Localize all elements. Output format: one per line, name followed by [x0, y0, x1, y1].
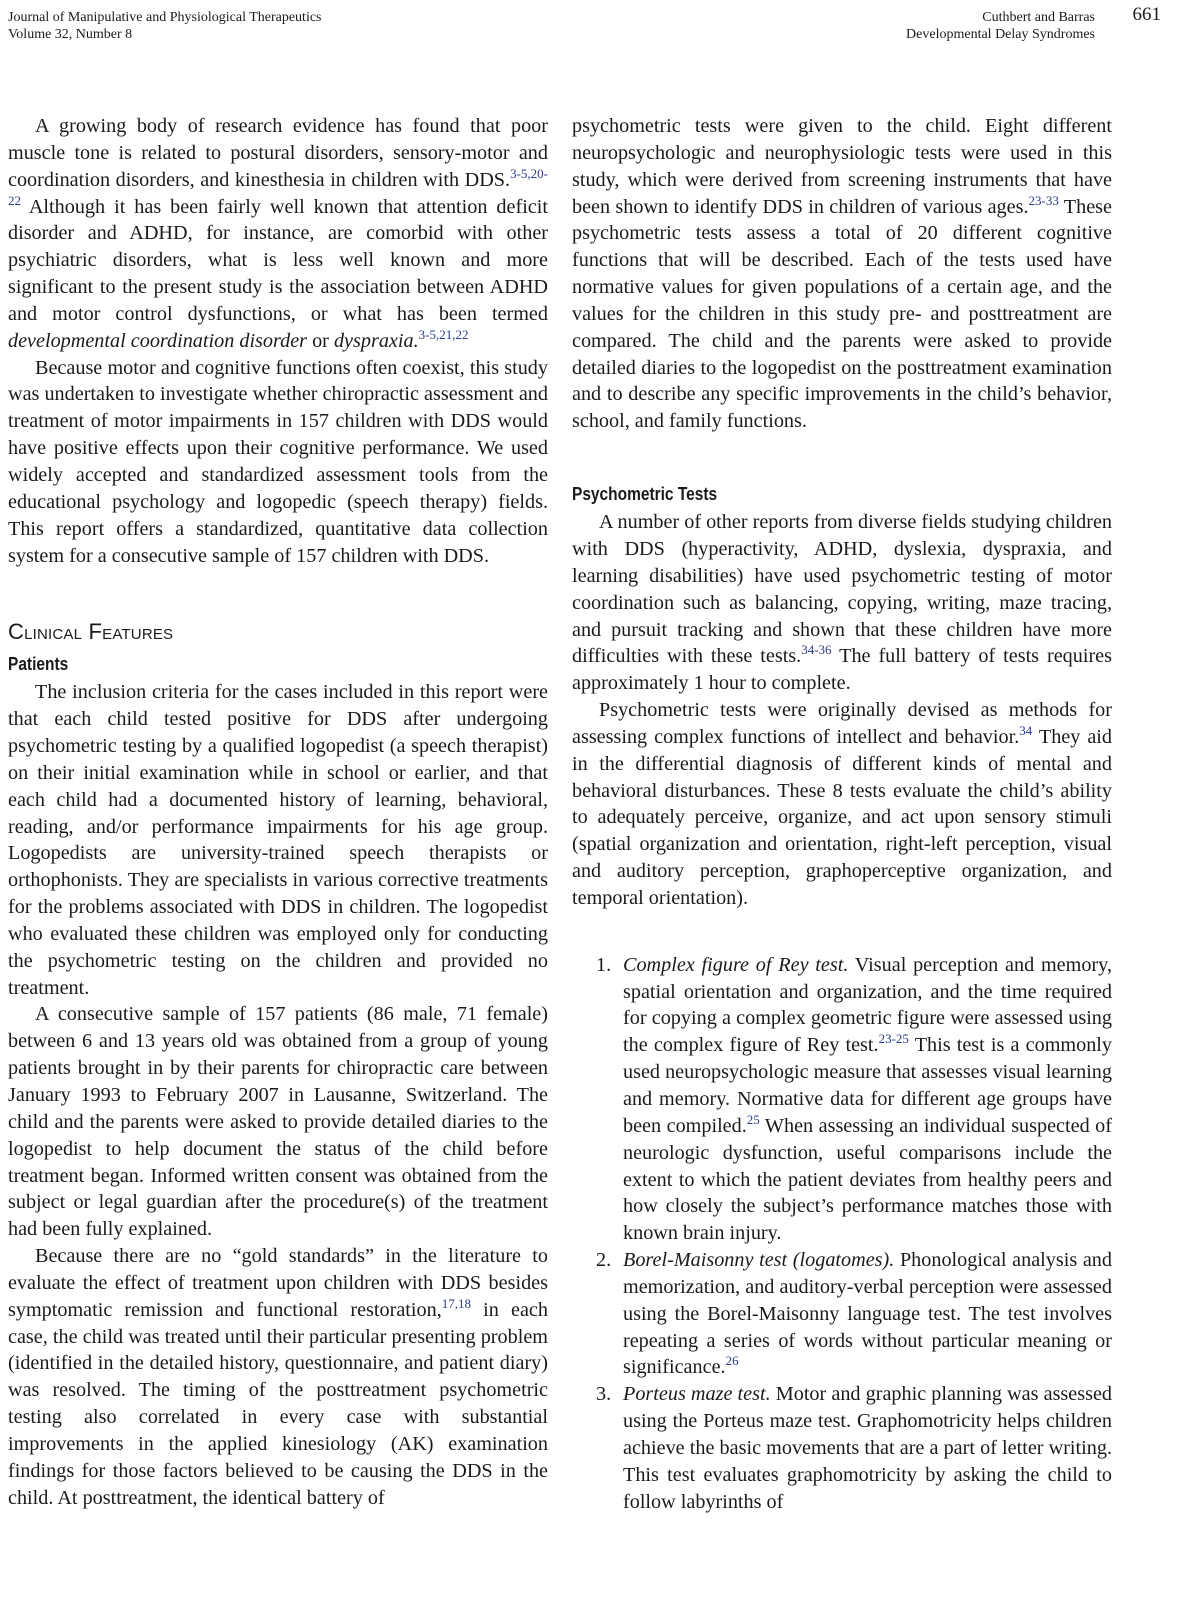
running-header-right	[906, 9, 1095, 43]
list-item-rey-test	[572, 952, 1112, 1247]
paragraph-psychometric-continued	[572, 113, 1112, 435]
text-span: Visual perception and memory, spatial orientation and organization, and the time required for copying a complex geometric figure were assessed using the complex figure of Rey test.	[623, 953, 1112, 1057]
subheading-psychometric-tests: Psychometric Tests	[572, 484, 718, 505]
text-span: in each case, the child was treated until their particular presenting problem (identified in the detailed history, questionnaire, and patient diary) was resolved. The timing of the posttreatment psychometric testing also correlated in every case with substantial improvements in the applied kinesiology (AK) examination findings for those factors believed to be causing the DDS in the child. At posttreatment, the identical battery of	[8, 1298, 548, 1509]
test-title: Complex figure of Rey test.	[623, 953, 849, 976]
citation-ref: 23-25	[878, 1031, 909, 1047]
paragraph-poor-muscle-tone	[8, 113, 548, 355]
list-item-number: 2.	[596, 1249, 612, 1272]
paragraph-consecutive-sample: A consecutive sample of 157 patients (86 male, 71 female) between 6 and 13 years old was obtained from a group of young patients brought in by their parents for chiropractic care between January 1993 to February 2007 in Lausanne, Switzerland. The child and the parents were asked to provide detailed diaries to the logopedist to help document the status of the child before treatment began. Informed written consent was obtained from the subject or legal guardian after the procedure(s) of the treatment had been fully explained.	[8, 1003, 548, 1241]
paragraph-inclusion-criteria: The inclusion criteria for the cases included in this report were that each child tested positive for DDS after undergoing psychometric testing by a qualified logopedist (a speech therapist) on their initial examination while in school or earlier, and that each child had a documented history of learning, behavioral, reading, and/or performance impairments for his age group. Logopedists are university-trained speech therapists or orthophonists. They are specialists in various corrective treatments for the problems associated with DDS in children. The logopedist who evaluated these children was employed only for conducting the psychometric testing on the children and provided no treatment.	[8, 681, 548, 999]
text-span: Phonological analysis and memorization, and auditory-verbal perception were assessed using the Borel-Maisonny language test. The test involves repeating a series of words without particular meaning or significance.	[623, 1249, 1112, 1379]
journal-volume: Volume 32, Number 8	[8, 27, 133, 42]
page-number: 661	[1132, 4, 1161, 25]
text-span: Psychometric tests were originally devised as methods for assessing complex functions of intellect and behavior.	[572, 699, 1112, 748]
citation-ref: 34	[1019, 722, 1033, 738]
text-span: psychometric tests were given to the child. Eight different neuropsychologic and neurophysiologic tests were used in this study, which were derived from screening instruments that have been shown to identify DDS in children of various ages.	[572, 115, 1112, 218]
running-header-left	[8, 9, 322, 43]
text-span: This test is a commonly used neuropsychologic measure that assesses visual learning and memory. Normative data for different age groups have been compiled.	[623, 1034, 1112, 1137]
term-dyspraxia: dyspraxia.	[333, 329, 419, 352]
list-item-borel-maisonny-test	[572, 1247, 1112, 1381]
text-span: The full battery of tests requires approximately 1 hour to complete.	[572, 645, 1112, 695]
term-developmental-coordination-disorder: developmental coordination disorder	[8, 329, 308, 352]
text-span: Although it has been fairly well known that attention deficit disorder and ADHD, for instance, are comorbid with other psychiatric disorders, what is less well known and more significant to the present study is the association between ADHD and motor control dysfunctions, or what has been termed	[8, 195, 548, 325]
paragraph-gold-standards	[8, 1243, 548, 1511]
citation-ref: 23-33	[1028, 192, 1059, 208]
subheading-patients: Patients	[8, 654, 69, 675]
citation-ref: 26	[725, 1353, 739, 1369]
text-span: When assessing an individual suspected of neurologic dysfunction, useful comparisons include the extent to which the patient deviates from healthy peers and how closely the subject’s performance matches those with known brain injury.	[623, 1114, 1112, 1245]
list-item-number: 1.	[596, 953, 612, 976]
journal-title: Journal of Manipulative and Physiological Therapeutics	[8, 10, 322, 25]
paragraph-other-reports	[572, 509, 1112, 697]
paragraph-study-purpose: Because motor and cognitive functions often coexist, this study was undertaken to investigate whether chiropractic assessment and treatment of motor impairments in 157 children with DDS would have positive effects upon their cognitive performance. We used widely accepted and standardized assessment tools from the educational psychology and logopedic (speech therapy) fields. This report offers a standardized, quantitative data collection system for a consecutive sample of 157 children with DDS.	[8, 356, 548, 567]
list-item-porteus-maze-test	[572, 1381, 1112, 1515]
citation-ref: 25	[746, 1111, 760, 1127]
list-item-number: 3.	[596, 1383, 612, 1406]
text-span: They aid in the differential diagnosis of different kinds of mental and behavioral disturbances. These 8 tests evaluate the child’s ability to adequately perceive, organize, and act upon sensory stimuli (spatial organization and orientation, right-left perception, visual and auditory perception, graphoperceptive organization, and temporal orientation).	[572, 725, 1112, 909]
test-title: Borel-Maisonny test (logatomes).	[623, 1249, 895, 1272]
article-short-title: Developmental Delay Syndromes	[906, 27, 1095, 42]
section-heading-clinical-features: Clinical Features	[8, 619, 174, 645]
test-title: Porteus maze test.	[623, 1383, 771, 1406]
citation-ref: 34-36	[801, 642, 832, 658]
right-column	[572, 113, 1112, 1516]
text-span: A growing body of research evidence has found that poor muscle tone is related to postural disorders, sensory-motor and coordination disorders, and kinesthesia in children with DDS.	[8, 115, 548, 191]
citation-ref: 3-5,21,22	[418, 326, 469, 342]
paragraph-tests-devised	[572, 697, 1112, 912]
test-list	[572, 952, 1112, 1516]
text-span: Because there are no “gold standards” in the literature to evaluate the effect of treatment upon children with DDS besides symptomatic remission and functional restoration,	[8, 1245, 548, 1321]
citation-ref: 17,18	[441, 1295, 472, 1311]
left-column	[8, 113, 548, 1512]
citation-ref: 3-5,20-22	[8, 165, 548, 208]
text-span: or	[307, 329, 334, 352]
text-span: A number of other reports from diverse fields studying children with DDS (hyperactivity, ADHD, dyslexia, dyspraxia, and learning disabilities) have used psychometric testing of motor coordination such as balancing, copying, writing, maze tracing, and pursuit tracking and shown that these children have more difficulties with these tests.	[572, 511, 1112, 668]
text-span: Motor and graphic planning was assessed using the Porteus maze test. Graphomotricity helps children achieve the basic movements that are a part of letter writing. This test evaluates graphomotricity by asking the child to follow labyrinths of	[623, 1383, 1113, 1513]
article-authors: Cuthbert and Barras	[982, 10, 1095, 25]
text-span: These psychometric tests assess a total of 20 different cognitive functions that will be described. Each of the tests used have normative values for given populations of a certain age, and the values for the children in this study pre- and posttreatment are compared. The child and the parents were asked to provide detailed diaries to the logopedist on the posttreatment examination and to describe any specific improvements in the child’s behavior, school, and family functions.	[572, 195, 1112, 433]
